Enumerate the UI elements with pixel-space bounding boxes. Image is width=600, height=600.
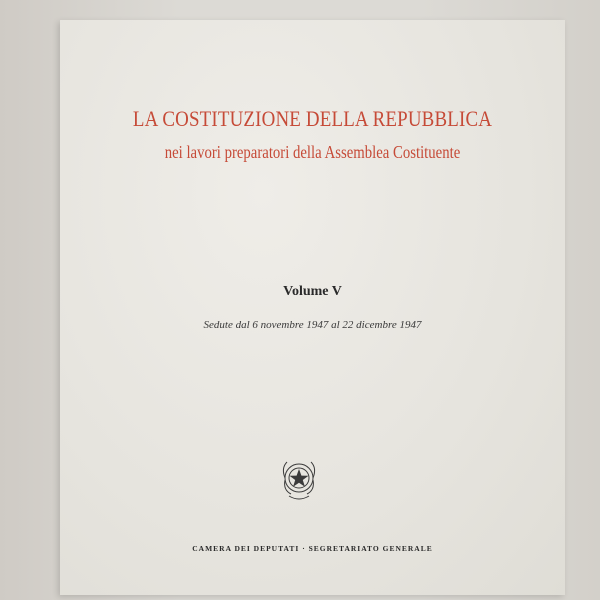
cover-subtitle: nei lavori preparatori della Assemblea Costituente xyxy=(164,142,461,162)
book-cover xyxy=(60,20,565,595)
sessions-dates: Sedute dal 6 novembre 1947 al 22 dicembre 1947 xyxy=(203,319,422,331)
cover-title: LA COSTITUZIONE DELLA REPUBBLICA xyxy=(132,106,493,131)
publisher-footer: CAMERA DEI DEPUTATI · SEGRETARIATO GENERALE xyxy=(192,544,433,553)
italian-republic-emblem-icon xyxy=(277,454,321,504)
volume-label: Volume V xyxy=(283,284,342,299)
